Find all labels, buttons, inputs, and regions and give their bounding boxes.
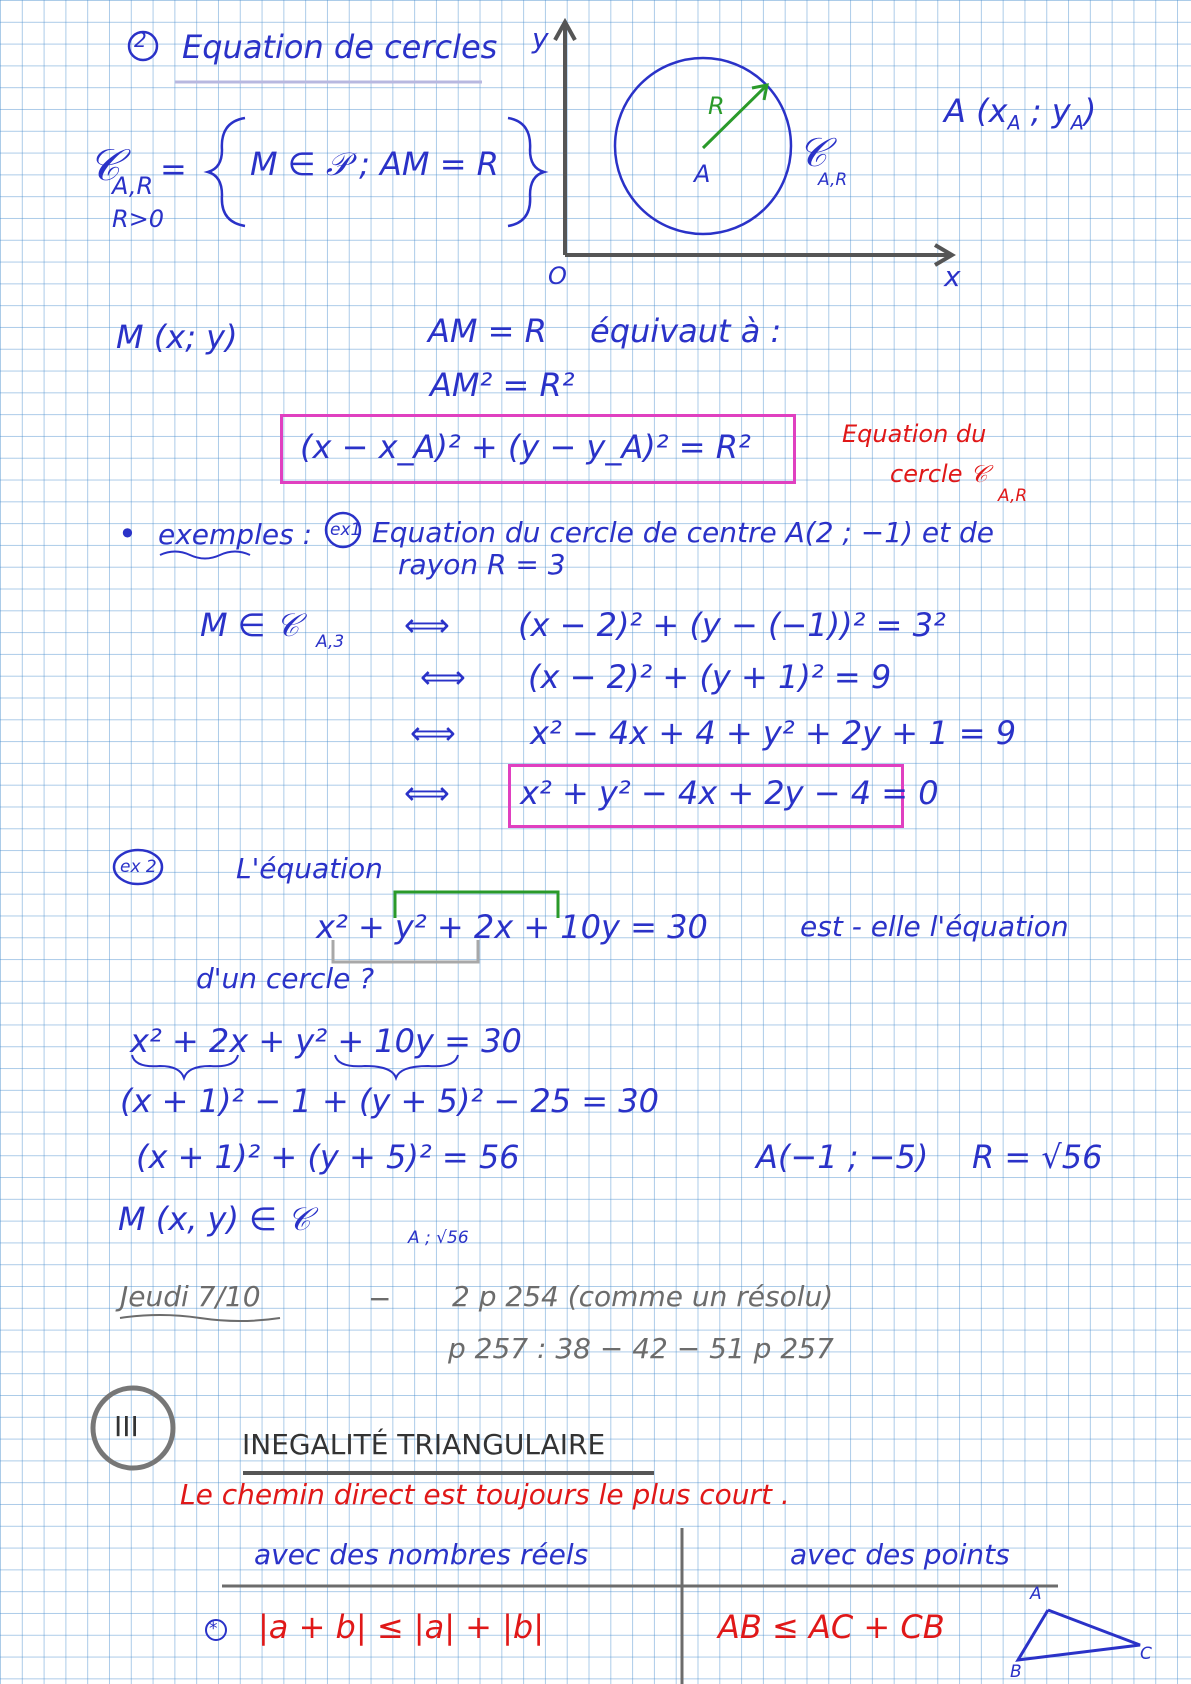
ex1-lhs: M ∈ 𝒞: [200, 606, 300, 644]
set-lhs: 𝒞: [88, 140, 121, 191]
ex2-step3: (x + 1)² + (y + 5)² = 56: [136, 1138, 520, 1176]
set-lhs-cond: R>0: [112, 205, 165, 233]
point-m-def: M (x; y): [116, 318, 238, 356]
ex2-radius: R = √56: [972, 1138, 1103, 1176]
ex1-step3-arrow: ⟺: [410, 714, 456, 752]
center-label: A: [694, 160, 711, 188]
ex2-center: A(−1 ; −5): [756, 1138, 929, 1176]
circle-label-sub: A,R: [818, 170, 848, 190]
left-brace: [208, 118, 245, 226]
bullet: •: [118, 515, 137, 553]
section3-subtitle: Le chemin direct est toujours le plus court .: [180, 1478, 790, 1511]
ex2-step2: (x + 1)² − 1 + (y + 5)² − 25 = 30: [120, 1082, 659, 1120]
triangle-a: A: [1030, 1584, 1042, 1604]
ex1-step4-arrow: ⟺: [404, 774, 450, 812]
ex2-intro: L'équation: [236, 852, 383, 885]
date-underline: [120, 1315, 280, 1321]
equation-note-line1: Equation du: [842, 420, 987, 448]
ex1-step1-arrow: ⟺: [404, 606, 450, 644]
section-number: 2: [134, 28, 147, 52]
set-eq: =: [160, 150, 187, 188]
ex1-step1: (x − 2)² + (y − (−1))² = 3²: [518, 606, 946, 644]
ex2-step1: x² + 2x + y² + 10y = 30: [130, 1022, 522, 1060]
homework-line2: p 257 : 38 − 42 − 51 p 257: [448, 1332, 834, 1365]
homework-line1: 2 p 254 (comme un résolu): [452, 1280, 834, 1313]
ex1-step4: x² + y² − 4x + 2y − 4 = 0: [520, 774, 939, 812]
section-title: Equation de cercles: [182, 28, 498, 66]
homework-dash: −: [368, 1282, 392, 1315]
triangle: [1018, 1610, 1140, 1660]
ineq-points: AB ≤ AC + CB: [718, 1608, 945, 1646]
col-right-head: avec des points: [790, 1538, 1010, 1571]
set-body: M ∈ 𝒫 ; AM = R: [250, 145, 499, 183]
homework-date: Jeudi 7/10: [120, 1280, 261, 1313]
equiv-line1: AM = R: [428, 312, 547, 350]
ex1-text-line2: rayon R = 3: [398, 548, 566, 581]
examples-label: exemples :: [158, 518, 312, 551]
origin-label: O: [548, 262, 567, 290]
y-axis-label: y: [532, 22, 549, 55]
set-lhs-sub: A,R: [112, 172, 154, 200]
equiv-line2: AM² = R²: [430, 366, 575, 404]
x-axis-label: x: [944, 260, 961, 293]
equation-note-sub: A,R: [998, 486, 1028, 506]
equiv-word: équivaut à :: [590, 312, 782, 350]
radius-label: R: [708, 92, 725, 120]
point-a-def: A ($x_A$ ; $y_A$): [944, 92, 1097, 135]
right-brace: [508, 118, 544, 226]
ex1-step3: x² − 4x + 4 + y² + 2y + 1 = 9: [530, 714, 1017, 752]
exemples-underline: [160, 552, 250, 559]
equation-note-line2: cercle 𝒞: [890, 460, 988, 488]
section3-number: III: [114, 1410, 139, 1443]
circle-equation: (x − x_A)² + (y − y_A)² = R²: [300, 428, 751, 466]
triangle-b: B: [1010, 1662, 1022, 1682]
col-left-head: avec des nombres réels: [254, 1538, 589, 1571]
ex1-step2-arrow: ⟺: [420, 658, 466, 696]
triangle-c: C: [1140, 1644, 1152, 1664]
ex1-step2: (x − 2)² + (y + 1)² = 9: [528, 658, 892, 696]
ex2-question-a: est - elle l'équation: [800, 910, 1069, 943]
star: *: [209, 1619, 218, 1639]
ex2-step4-sub: A ; √56: [408, 1228, 469, 1248]
ex2-equation: x² + y² + 2x + 10y = 30: [316, 908, 708, 946]
ex1-text-line1: Equation du cercle de centre A(2 ; −1) et de: [372, 516, 994, 549]
ex2-tag: ex 2: [120, 857, 157, 877]
ex2-step4: M (x, y) ∈ 𝒞: [118, 1200, 311, 1238]
circle-label: 𝒞: [798, 130, 828, 176]
ex2-question-b: d'un cercle ?: [196, 962, 375, 995]
ineq-real: |a + b| ≤ |a| + |b|: [258, 1608, 544, 1646]
section3-title: INEGALITÉ TRIANGULAIRE: [242, 1428, 606, 1461]
ex1-tag: ex1: [330, 520, 362, 540]
ex1-lhs-sub: A,3: [316, 632, 345, 652]
